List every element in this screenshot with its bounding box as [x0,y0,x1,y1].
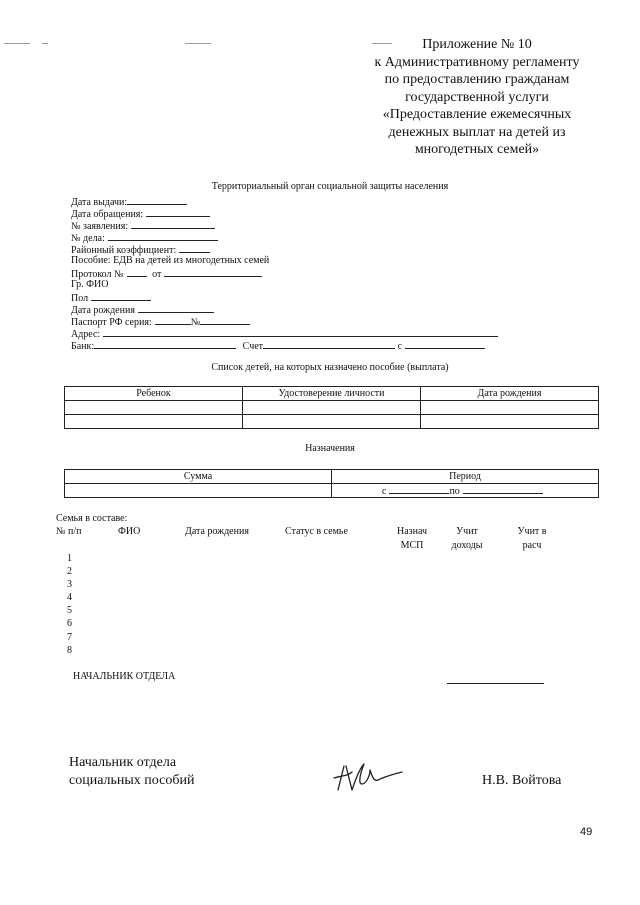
list-item: 1 [67,553,72,564]
field-line [127,267,147,277]
field-line [103,327,498,337]
col-header-no: № п/п [56,526,82,537]
field-label: № [190,317,201,328]
signatory-title-line: Начальник отдела [69,755,177,770]
table-header: Дата рождения [421,387,599,401]
field-label: с [397,341,403,352]
citizen-field: Гр. ФИО [71,279,109,290]
table-cell [421,415,599,429]
field-label: Дата рождения [71,305,135,316]
field-line [155,315,191,325]
field-line [108,231,218,241]
signatory-title-line: социальных пособий [69,773,195,788]
org-title: Территориальный орган социальной защиты населения [211,181,449,192]
family-title: Семья в составе: [56,513,128,524]
period-to-label: по [449,486,460,497]
assignments-title: Назначения [305,443,355,454]
list-item: 3 [67,579,72,591]
dept-head-caps: НАЧАЛЬНИК ОТДЕЛА [73,671,176,682]
field-line [91,291,151,301]
appendix-line: по предоставлению гражданам [384,72,570,87]
list-item: 4 [67,592,72,604]
appendix-line: многодетных семей» [414,142,540,157]
col-header-name: ФИО [118,526,141,537]
field-line [200,315,250,325]
bank-field [71,339,485,353]
col-header-calc [512,525,552,553]
field-label: Дата обращения: [71,209,144,220]
field-line [94,339,236,349]
field-label: № дела: [71,233,105,244]
appendix-line: государственной услуги [405,89,549,105]
table-header: Удостоверение личности [243,387,421,401]
table-cell [65,484,332,498]
field-label: Районный коэффициент: [71,245,177,256]
table-cell [65,401,243,415]
col-header-income [447,525,487,553]
col-header-status: Статус в семье [285,526,348,537]
scan-artifact [185,43,211,44]
children-table [64,386,599,429]
table-row [65,415,599,429]
scan-artifact [42,43,48,44]
appendix-line: к Административному регламенту [374,54,580,70]
field-label: Адрес: [71,329,101,340]
field-label: Банк: [71,341,95,352]
table-cell [65,415,243,429]
signatory-name: Н.В. Войтова [482,773,562,788]
appendix-header [352,36,602,159]
table-header-row [65,387,599,401]
list-item: 8 [67,644,72,656]
table-cell [243,401,421,415]
table-header: Ребенок [65,387,243,401]
list-item: 2 [67,566,72,578]
period-from-label: с [382,486,387,497]
table-cell [243,415,421,429]
table-header: Период [332,470,599,484]
field-label: Паспорт РФ серия: [71,317,152,328]
signatory-title [69,754,194,790]
page-number: 49 [580,826,593,838]
table-row [65,484,599,498]
col-header-line: Назнач [396,526,428,537]
field-line [463,484,543,494]
col-header-line: Учит [456,526,478,537]
children-title: Список детей, на которых назначено пособие (выплата) [211,362,449,373]
list-item: 6 [67,618,72,630]
field-line [263,339,395,349]
table-row [65,401,599,415]
appendix-line: Приложение № 10 [422,37,532,52]
col-header-msp [390,525,434,553]
handwritten-signature [330,756,410,796]
appendix-line: денежных выплат на детей из [388,124,566,140]
table-header: Сумма [65,470,332,484]
col-header-line: МСП [400,540,424,551]
col-header-line: доходы [451,540,483,551]
list-item: 7 [67,631,72,643]
field-line [179,243,210,253]
field-line [389,484,449,494]
assignments-table [64,469,599,498]
signature-line [447,683,544,684]
field-label: Пол [71,293,89,304]
field-line [405,339,485,349]
col-header-line: расч [522,540,542,551]
field-label: Дата выдачи: [71,197,128,208]
field-line [131,219,215,229]
col-header-birth: Дата рождения [185,526,249,537]
field-label: от [152,269,162,280]
table-header-row [65,470,599,484]
period-cell [332,484,599,498]
field-label: Протокол № [71,269,124,280]
field-label: Счет [242,341,264,352]
scan-artifact [4,43,30,44]
appendix-line: «Предоставление ежемесячных [382,107,572,122]
field-line [138,303,214,313]
benefit-field: Пособие: ЕДВ на детей из многодетных семей [71,255,270,266]
family-row-numbers [67,552,72,657]
list-item: 5 [67,605,72,617]
field-line [127,195,187,205]
field-line [164,267,262,277]
table-cell [421,401,599,415]
field-label: № заявления: [71,221,129,232]
field-line [146,207,210,217]
col-header-line: Учит в [517,526,547,537]
